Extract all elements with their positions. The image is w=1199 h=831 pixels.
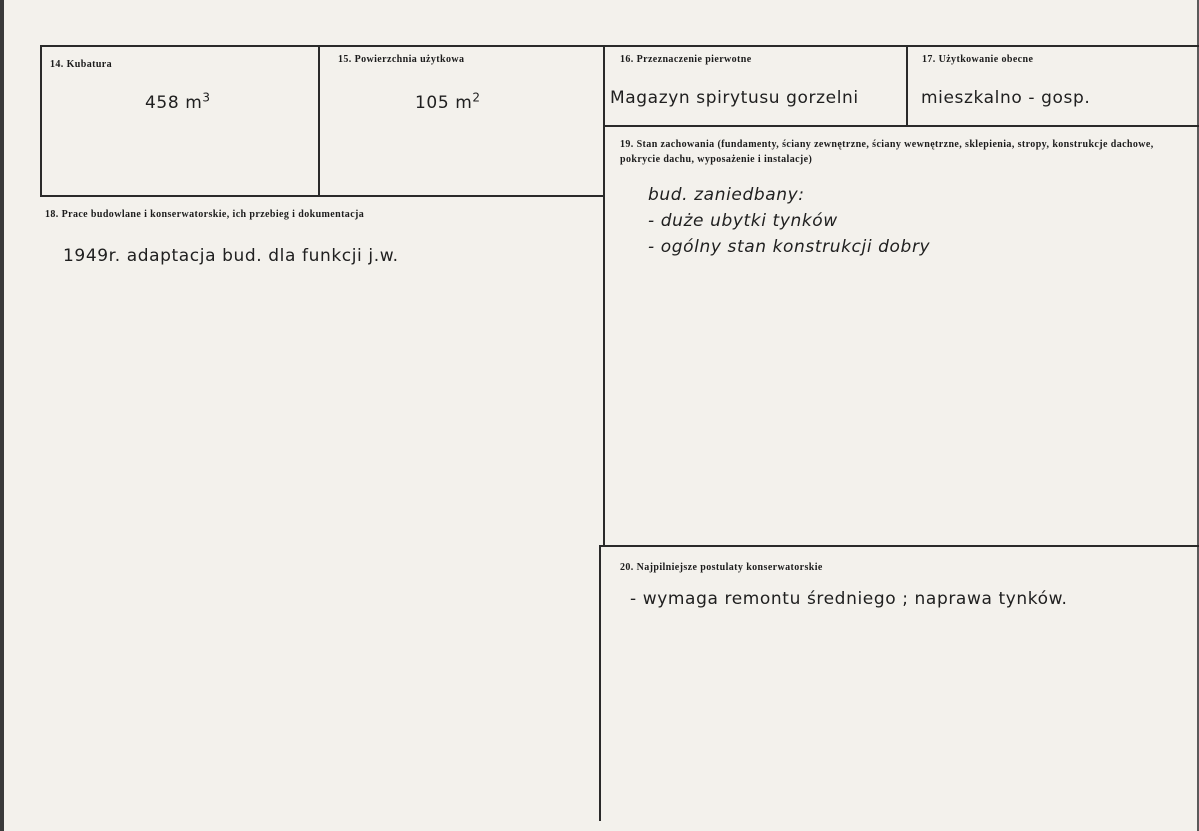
prace-value: 1949r. adaptacja bud. dla funkcji j.w. [63,246,399,266]
card-left-edge [0,0,4,831]
uzytkowanie-label: 17. Użytkowanie obecne [922,54,1034,65]
kubatura-left-border [40,45,42,197]
stan-line: bud. zaniedbany: [648,185,805,205]
center-divider-upper [603,45,605,547]
uzytkowanie-value: mieszkalno - gosp. [921,88,1091,108]
kubatura-label: 14. Kubatura [50,59,113,70]
powierzchnia-number: 105 m [415,93,473,113]
kubatura-unit-exponent: 3 [202,90,211,105]
powierzchnia-unit-exponent: 2 [472,90,481,105]
field16-17-divider [906,45,908,127]
stan-lines [648,182,930,260]
top-border [40,45,1199,47]
row1-divider-right [604,125,1199,127]
powierzchnia-value [415,90,481,113]
field14-15-divider [318,45,320,197]
field20-top-border [600,545,1199,547]
kubatura-value [145,90,211,113]
stan-label: 19. Stan zachowania (fundamenty, ściany zewnętrzne, ściany wewnętrzne, sklepienia, stropy, konstrukcje dachowe, pokrycie dachu, wyposażenie i instalacje) [620,139,1154,165]
stan-line: - duże ubytki tynków [648,211,838,231]
prace-label: 18. Prace budowlane i konserwatorskie, ich przebieg i dokumentacja [45,209,365,220]
row1-divider-left [40,195,604,197]
kubatura-number: 458 m [145,93,203,113]
postulaty-label: 20. Najpilniejsze postulaty konserwatorskie [620,562,823,573]
przeznaczenie-label: 16. Przeznaczenie pierwotne [620,54,752,65]
przeznaczenie-value: Magazyn spirytusu gorzelni [610,88,859,108]
center-divider-lower [599,545,601,821]
postulaty-value: - wymaga remontu średniego ; naprawa tynków. [630,589,1068,609]
stan-line: - ogólny stan konstrukcji dobry [648,237,931,257]
powierzchnia-label: 15. Powierzchnia użytkowa [338,54,465,65]
